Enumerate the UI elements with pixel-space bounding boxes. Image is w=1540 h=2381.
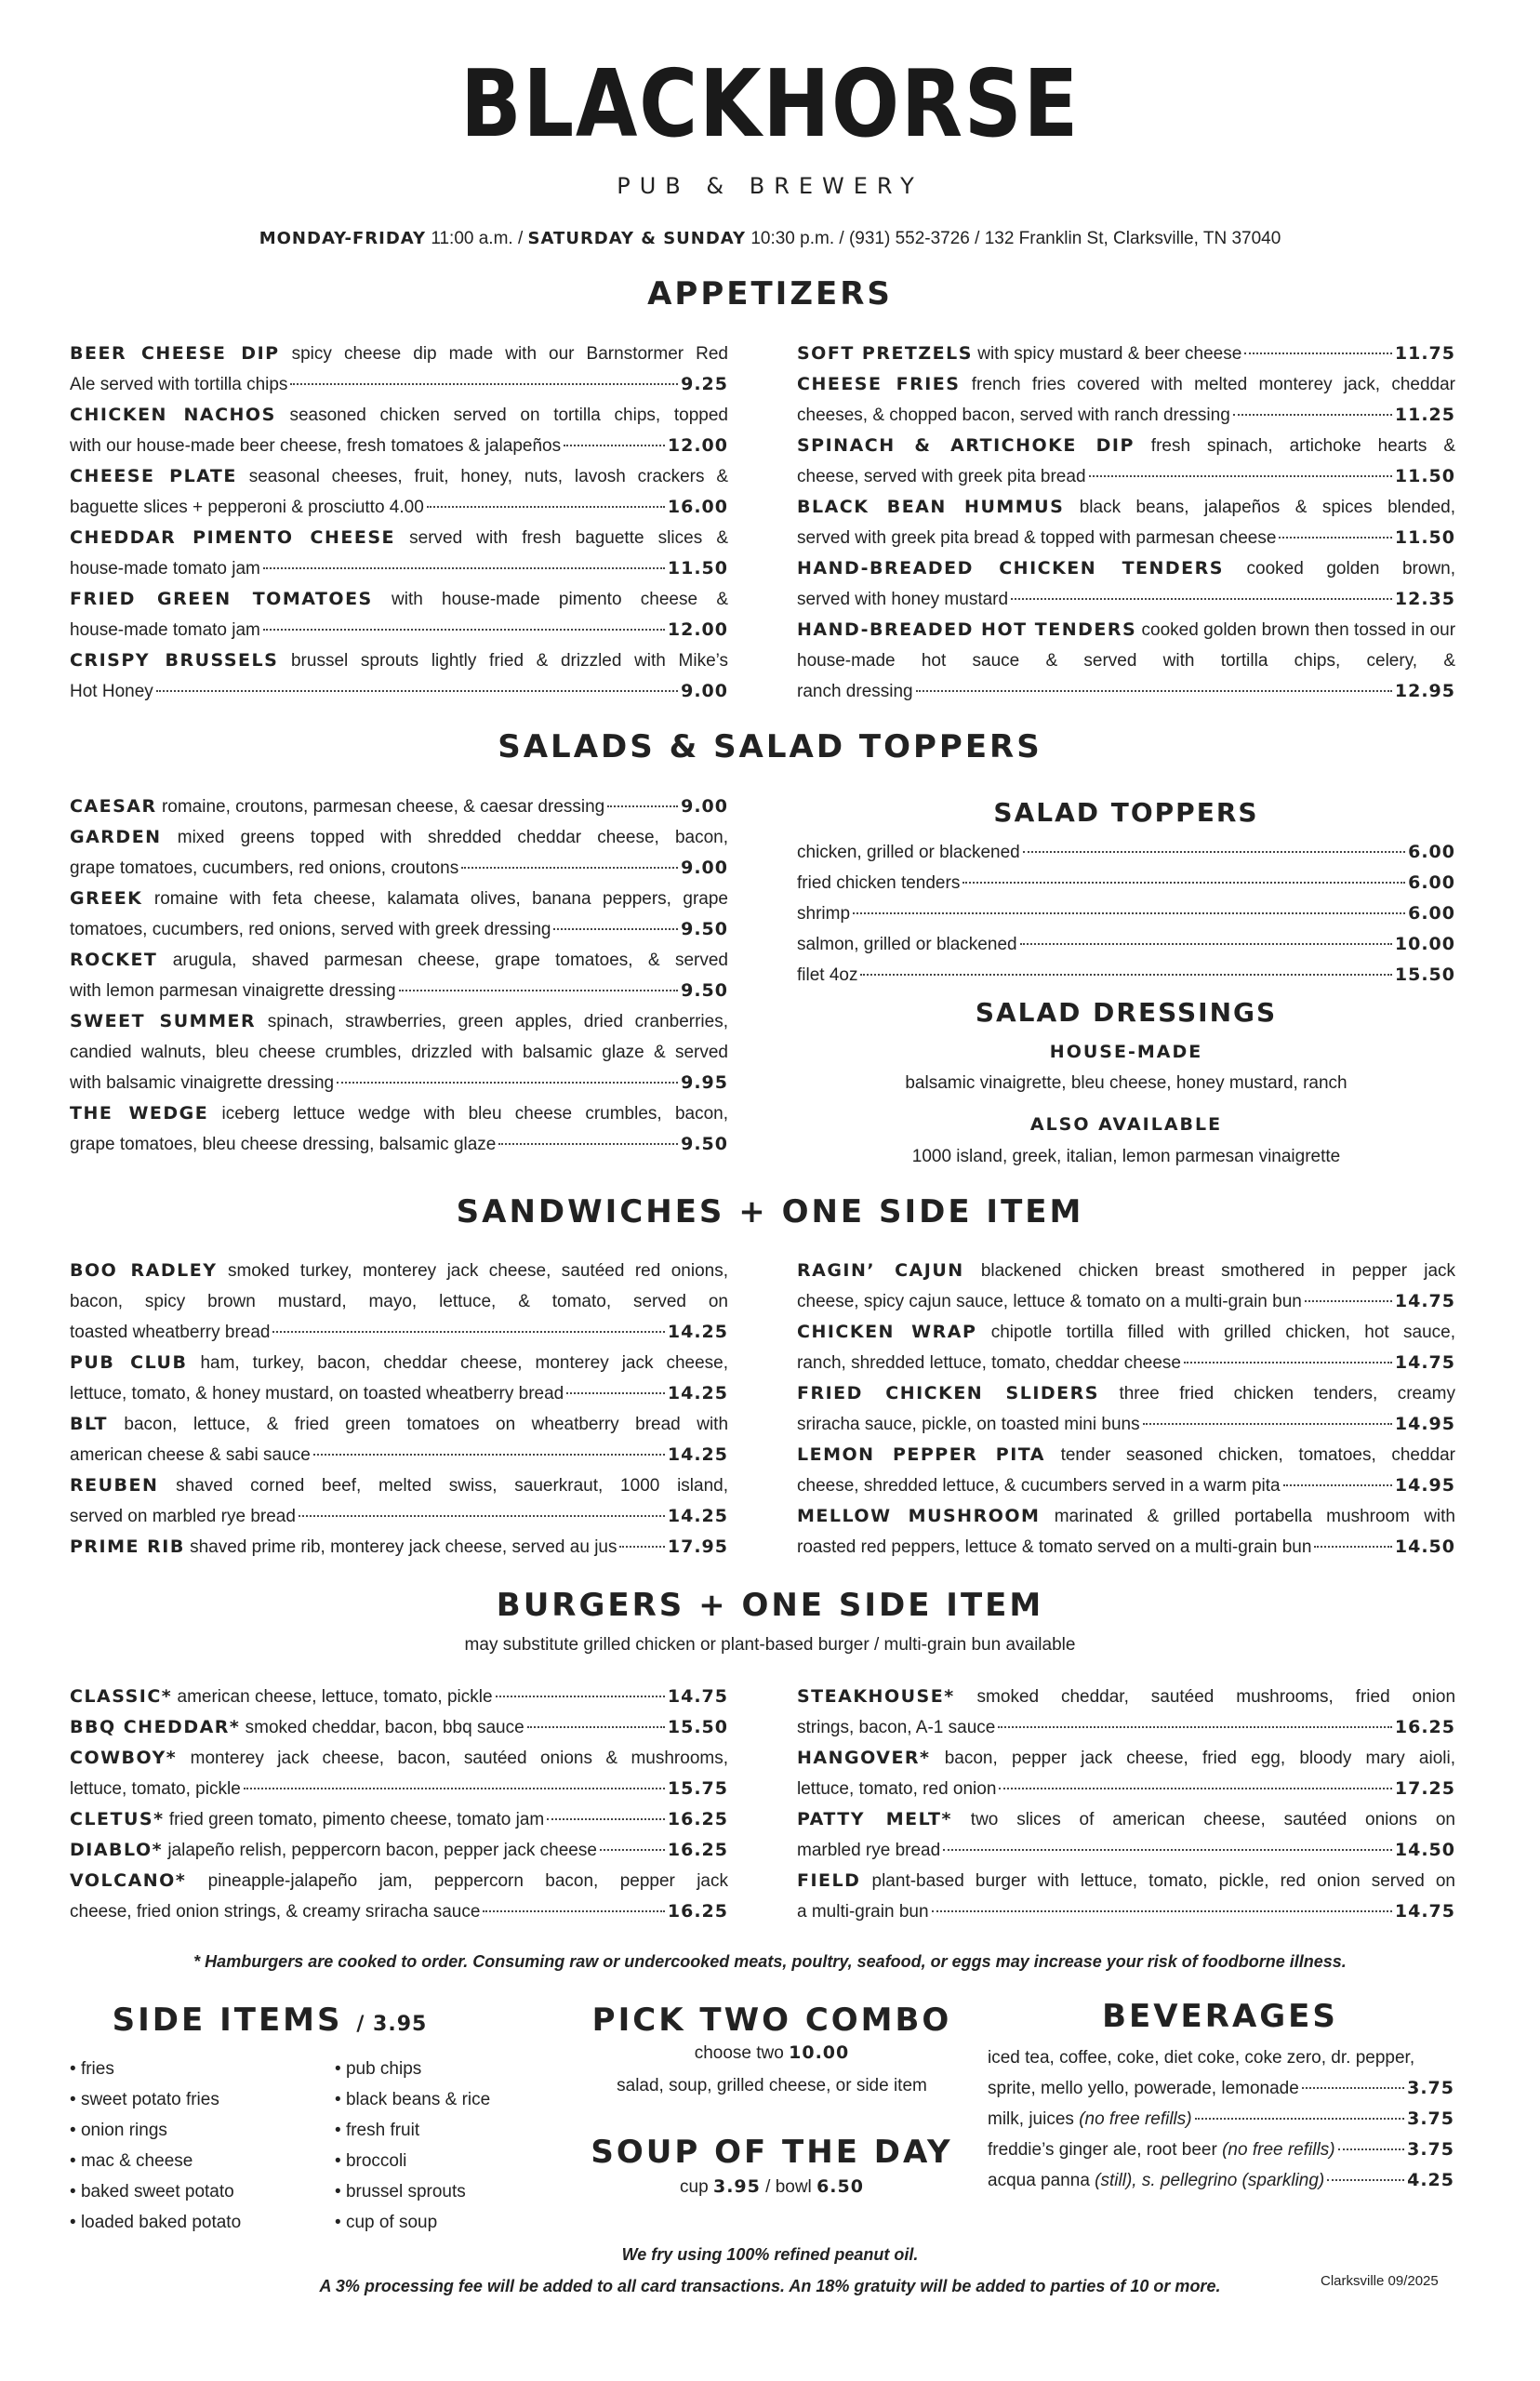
leader-dots	[564, 445, 665, 446]
item-name: BOO RADLEY	[70, 1260, 218, 1281]
item-price: 9.50	[681, 980, 728, 1001]
menu-item	[797, 615, 1455, 707]
salad-toppers-title: SALAD TOPPERS	[993, 797, 1259, 828]
brand-logo: BLACKHORSE	[460, 49, 1080, 158]
item-description: marinated & grilled portabella mushroom with	[1054, 1507, 1455, 1526]
item-name: REUBEN	[70, 1475, 159, 1496]
burgers-title: BURGERS + ONE SIDE ITEM	[496, 1587, 1044, 1624]
item-price: 11.25	[1394, 405, 1455, 425]
item-name: MELLOW MUSHROOM	[797, 1506, 1041, 1526]
item-description: plant-based burger with lettuce, tomato, pickle, red onion served on	[871, 1871, 1456, 1891]
item-name: THE WEDGE	[70, 1103, 209, 1124]
leader-dots	[553, 928, 678, 930]
menu-item	[797, 1682, 1455, 1743]
leader-dots	[263, 567, 665, 569]
burgers-left	[70, 1682, 728, 1927]
item-description: three fried chicken tenders, creamy	[1119, 1384, 1455, 1403]
appetizers-left	[70, 339, 728, 707]
item-description: smoked turkey, monterey jack cheese, sautéed red onions, bacon, spicy brown mustard, mayo, lettuce, & tomato, served on	[70, 1261, 728, 1311]
menu-item	[70, 1866, 728, 1927]
item-description: smoked cheddar, sautéed mushrooms, fried onion	[976, 1687, 1456, 1707]
burgers-right	[797, 1682, 1455, 1927]
item-name: SPINACH & ARTICHOKE DIP	[797, 435, 1135, 456]
item-detail: baguette slices + pepperoni & prosciutto 4.00	[70, 498, 424, 517]
item-detail: romaine, croutons, parmesan cheese, & caesar dressing	[161, 797, 605, 817]
item-price: 16.25	[1394, 1717, 1455, 1737]
item-price: 14.25	[667, 1506, 728, 1526]
item-detail: american cheese & sabi sauce	[70, 1445, 311, 1465]
item-detail: with lemon parmesan vinaigrette dressing	[70, 981, 396, 1001]
menu-item	[797, 1378, 1455, 1440]
item-name: FRIED CHICKEN SLIDERS	[797, 1383, 1099, 1403]
leader-dots	[527, 1726, 665, 1728]
item-description: blackened chicken breast smothered in pepper jack	[980, 1261, 1456, 1281]
item-detail: lettuce, tomato, & honey mustard, on toasted wheatberry bread	[70, 1384, 564, 1403]
leader-dots	[156, 690, 678, 692]
menu-item	[70, 461, 728, 523]
leader-dots	[399, 990, 678, 991]
item-name: HAND-BREADED HOT TENDERS	[797, 619, 1137, 640]
weekday-label: MONDAY-FRIDAY	[259, 229, 427, 248]
item-price: 14.95	[1394, 1414, 1455, 1434]
also-available-list: 1000 island, greek, italian, lemon parmesan vinaigrette	[911, 1147, 1341, 1166]
item-description: cooked golden brown,	[1246, 559, 1455, 579]
item-price: 14.75	[1394, 1901, 1455, 1922]
menu-item	[70, 1348, 728, 1409]
item-price: 12.00	[667, 435, 728, 456]
item-price: 14.50	[1394, 1840, 1455, 1860]
menu-item	[70, 1532, 728, 1563]
item-name: HAND-BREADED CHICKEN TENDERS	[797, 558, 1224, 579]
item-description: monterey jack cheese, bacon, sautéed onions & mushrooms,	[190, 1749, 729, 1768]
menu-item	[70, 1743, 728, 1804]
item-detail: cheese, fried onion strings, & creamy sriracha sauce	[70, 1902, 481, 1922]
beverages-list	[988, 2042, 1454, 2196]
menu-item	[70, 1470, 728, 1532]
item-detail: fried green tomato, pimento cheese, tomato jam	[168, 1810, 545, 1829]
menu-item	[70, 1098, 728, 1160]
item-price: 12.35	[1394, 589, 1455, 609]
item-detail: cheese, spicy cajun sauce, lettuce & tomato on a multi-grain bun	[797, 1292, 1302, 1311]
item-detail: grape tomatoes, cucumbers, red onions, croutons	[70, 858, 459, 878]
appetizers-title: APPETIZERS	[647, 275, 893, 313]
salad-dressings-title: SALAD DRESSINGS	[975, 997, 1278, 1028]
menu-item	[797, 1743, 1455, 1804]
item-name: VOLCANO*	[70, 1870, 187, 1891]
side-items-title	[74, 2002, 465, 2039]
leader-dots	[998, 1726, 1392, 1728]
leader-dots	[313, 1454, 665, 1456]
item-detail: grape tomatoes, bleu cheese dressing, balsamic glaze	[70, 1135, 497, 1154]
side-items-heading: SIDE ITEMS	[112, 2002, 343, 2039]
side-item: • pub chips	[335, 2054, 490, 2084]
brand-tagline: PUB & BREWERY	[617, 173, 923, 199]
item-name: CRISPY BRUSSELS	[70, 650, 279, 671]
weekday-time: 11:00 a.m. /	[431, 229, 524, 248]
item-detail: smoked cheddar, bacon, bbq sauce	[245, 1718, 524, 1737]
item-name: BLACK BEAN HUMMUS	[797, 497, 1065, 517]
menu-item	[70, 584, 728, 645]
leader-dots	[272, 1331, 664, 1333]
item-price: 14.50	[1394, 1536, 1455, 1557]
leader-dots	[1089, 475, 1392, 477]
item-detail: ranch dressing	[797, 682, 913, 701]
item-price: 9.25	[681, 374, 728, 394]
item-price: 14.75	[1394, 1291, 1455, 1311]
side-items-col1	[70, 2054, 241, 2238]
item-name: ROCKET	[70, 950, 158, 970]
menu-item	[797, 1440, 1455, 1501]
item-price: 9.50	[681, 1134, 728, 1154]
menu-item	[70, 945, 728, 1006]
side-item: • brussel sprouts	[335, 2176, 490, 2207]
item-description: iceberg lettuce wedge with bleu cheese crumbles, bacon,	[221, 1104, 728, 1124]
leader-dots	[566, 1392, 665, 1394]
beverage-row: sprite, mello yello, powerade, lemonade 3.75	[988, 2078, 1454, 2098]
leader-dots	[932, 1910, 1392, 1912]
side-item: • mac & cheese	[70, 2146, 241, 2176]
item-detail: cheeses, & chopped bacon, served with ranch dressing	[797, 406, 1230, 425]
item-description: black beans, jalapeños & spices blended,	[1079, 498, 1455, 517]
item-description: seasoned chicken served on tortilla chips, topped	[289, 406, 728, 425]
leader-dots	[1011, 598, 1392, 600]
leader-dots	[1305, 1300, 1392, 1302]
salad-toppers-list	[797, 837, 1455, 991]
menu-item	[70, 523, 728, 584]
leader-dots	[461, 867, 678, 869]
item-name: PRIME RIB	[70, 1536, 185, 1557]
leader-dots	[1279, 537, 1391, 539]
side-item: • black beans & rice	[335, 2084, 490, 2115]
item-detail: with spicy mustard & beer cheese	[977, 344, 1242, 364]
menu-version: Clarksville 09/2025	[1321, 2273, 1439, 2289]
item-price: 16.00	[667, 497, 728, 517]
item-name: BEER CHEESE DIP	[70, 343, 280, 364]
combo-title: PICK TWO COMBO	[591, 2002, 952, 2039]
item-detail: Ale served with tortilla chips	[70, 375, 288, 394]
item-price: 12.95	[1394, 681, 1455, 701]
item-description: ham, turkey, bacon, cheddar cheese, monterey jack cheese,	[200, 1353, 729, 1373]
item-price: 14.25	[667, 1383, 728, 1403]
menu-item	[70, 645, 728, 707]
leader-dots	[600, 1849, 665, 1851]
leader-dots	[1233, 414, 1392, 416]
item-name: DIABLO*	[70, 1840, 164, 1860]
item-description: cooked golden brown then tossed in our house-made hot sauce & served with tortilla chips, celery, &	[797, 620, 1456, 671]
beverage-row: milk, juices (no free refills) 3.75	[988, 2108, 1454, 2129]
menu-item	[70, 1006, 728, 1098]
also-available-label: ALSO AVAILABLE	[1029, 1114, 1223, 1135]
item-detail: marbled rye bread	[797, 1841, 941, 1860]
side-item: • broccoli	[335, 2146, 490, 2176]
leader-dots	[607, 805, 678, 807]
item-name: GREEK	[70, 888, 143, 909]
item-detail: cheese, served with greek pita bread	[797, 467, 1086, 486]
menu-item	[797, 1501, 1455, 1563]
menu-item	[70, 791, 728, 822]
item-description: seasonal cheeses, fruit, honey, nuts, lavosh crackers &	[248, 467, 728, 486]
menu-item	[797, 1866, 1455, 1927]
topper-row: shrimp 6.00	[797, 903, 1455, 924]
menu-item	[797, 369, 1455, 431]
item-name: PUB CLUB	[70, 1352, 188, 1373]
item-name: CLASSIC*	[70, 1686, 173, 1707]
foodborne-warning: * Hamburgers are cooked to order. Consuming raw or undercooked meats, poultry, seafood, or eggs may increase your risk of foodborne illness.	[193, 1952, 1347, 1971]
soup-prices	[558, 2176, 986, 2198]
item-detail: lettuce, tomato, red onion	[797, 1779, 997, 1799]
item-name: SOFT PRETZELS	[797, 343, 973, 364]
menu-item	[70, 1835, 728, 1866]
leader-dots	[999, 1788, 1391, 1789]
menu-item	[70, 400, 728, 461]
leader-dots	[1314, 1546, 1391, 1548]
soup-bowl-price: 6.50	[816, 2176, 864, 2197]
burgers-subtitle: may substitute grilled chicken or plant-based burger / multi-grain bun available	[464, 1635, 1076, 1655]
soup-title: SOUP OF THE DAY	[591, 2134, 953, 2171]
item-price: 15.50	[667, 1717, 728, 1737]
item-price: 14.95	[1394, 1475, 1455, 1496]
hours-line	[0, 229, 1540, 249]
soup-bowl-label: / bowl	[765, 2177, 812, 2197]
item-price: 16.25	[667, 1901, 728, 1922]
leader-dots	[299, 1515, 665, 1517]
item-detail: lettuce, tomato, pickle	[70, 1779, 241, 1799]
item-name: CHEESE PLATE	[70, 466, 237, 486]
appetizers-right	[797, 339, 1455, 707]
salads-left	[70, 791, 728, 1160]
item-price: 17.95	[667, 1536, 728, 1557]
item-description: brussel sprouts lightly fried & drizzled with Mike’s	[290, 651, 729, 671]
item-price: 15.75	[667, 1778, 728, 1799]
item-name: BBQ CHEDDAR*	[70, 1717, 241, 1737]
side-item: • fresh fruit	[335, 2115, 490, 2146]
leader-dots	[619, 1546, 664, 1548]
side-item: • onion rings	[70, 2115, 241, 2146]
item-name: FRIED GREEN TOMATOES	[70, 589, 373, 609]
item-description: spinach, strawberries, green apples, dried cranberries, candied walnuts, bleu cheese crumbles, drizzled with balsamic glaze & served	[70, 1012, 729, 1062]
item-description: bacon, pepper jack cheese, fried egg, bloody mary aioli,	[944, 1749, 1456, 1768]
leader-dots	[1244, 352, 1392, 354]
item-description: chipotle tortilla filled with grilled chicken, hot sauce,	[990, 1323, 1456, 1342]
item-price: 11.50	[1394, 466, 1455, 486]
item-detail: american cheese, lettuce, tomato, pickle	[177, 1687, 493, 1707]
side-items-price: / 3.95	[356, 2013, 428, 2036]
item-price: 16.25	[667, 1809, 728, 1829]
item-detail: toasted wheatberry bread	[70, 1323, 271, 1342]
sandwiches-right	[797, 1256, 1455, 1563]
item-description: spicy cheese dip made with our Barnstormer Red	[291, 344, 728, 364]
item-price: 17.25	[1394, 1778, 1455, 1799]
sandwiches-title: SANDWICHES + ONE SIDE ITEM	[456, 1193, 1084, 1230]
item-price: 14.25	[667, 1322, 728, 1342]
side-item: • cup of soup	[335, 2207, 490, 2238]
item-name: GARDEN	[70, 827, 162, 847]
menu-item	[70, 1409, 728, 1470]
leader-dots	[1184, 1362, 1392, 1363]
item-detail: sriracha sauce, pickle, on toasted mini buns	[797, 1415, 1140, 1434]
house-made-list: balsamic vinaigrette, bleu cheese, honey mustard, ranch	[905, 1073, 1348, 1093]
side-item: • loaded baked potato	[70, 2207, 241, 2238]
menu-item	[797, 492, 1455, 553]
item-price: 11.75	[1394, 343, 1455, 364]
item-description: romaine with feta cheese, kalamata olives, banana peppers, grape	[153, 889, 728, 909]
item-description: arugula, shaved parmesan cheese, grape tomatoes, & served	[172, 951, 728, 970]
item-detail: strings, bacon, A-1 sauce	[797, 1718, 996, 1737]
item-description: served with fresh baguette slices &	[409, 528, 728, 548]
topper-row: filet 4oz 15.50	[797, 964, 1455, 985]
leader-dots	[496, 1696, 665, 1697]
combo-options: salad, soup, grilled cheese, or side item	[617, 2076, 927, 2095]
topper-row: chicken, grilled or blackened 6.00	[797, 842, 1455, 862]
house-made-label: HOUSE-MADE	[1049, 1042, 1203, 1062]
combo-price: 10.00	[789, 2042, 850, 2063]
soup-cup-label: cup	[680, 2177, 709, 2197]
item-price: 9.95	[681, 1072, 728, 1093]
item-detail: tomatoes, cucumbers, red onions, served with greek dressing	[70, 920, 551, 939]
menu-item	[70, 339, 728, 400]
item-price: 14.75	[1394, 1352, 1455, 1373]
item-detail: served on marbled rye bread	[70, 1507, 296, 1526]
menu-item	[797, 553, 1455, 615]
item-name: CAESAR	[70, 796, 157, 817]
item-detail: a multi-grain bun	[797, 1902, 929, 1922]
beverage-row: acqua panna (still), s. pellegrino (sparkling) 4.25	[988, 2170, 1454, 2190]
beverages-title: BEVERAGES	[1102, 1998, 1338, 2035]
item-detail: Hot Honey	[70, 682, 153, 701]
side-item: • fries	[70, 2054, 241, 2084]
item-price: 16.25	[667, 1840, 728, 1860]
item-detail: shaved prime rib, monterey jack cheese, served au jus	[190, 1537, 617, 1557]
item-name: CHICKEN WRAP	[797, 1322, 977, 1342]
item-description: fresh spinach, artichoke hearts &	[1150, 436, 1455, 456]
sandwiches-left	[70, 1256, 728, 1563]
item-price: 9.00	[681, 796, 728, 817]
topper-row: fried chicken tenders 6.00	[797, 872, 1455, 893]
item-detail: served with greek pita bread & topped with parmesan cheese	[797, 528, 1277, 548]
item-name: SWEET SUMMER	[70, 1011, 257, 1031]
item-name: RAGIN’ CAJUN	[797, 1260, 964, 1281]
beverage-line: iced tea, coffee, coke, diet coke, coke zero, dr. pepper,	[988, 2048, 1415, 2068]
item-name: COWBOY*	[70, 1748, 178, 1768]
leader-dots	[290, 383, 678, 385]
item-detail: with our house-made beer cheese, fresh tomatoes & jalapeños	[70, 436, 562, 456]
item-price: 14.75	[667, 1686, 728, 1707]
item-detail: with balsamic vinaigrette dressing	[70, 1073, 335, 1093]
menu-item	[797, 1256, 1455, 1317]
item-description: bacon, lettuce, & fried green tomatoes on wheatberry bread with	[124, 1415, 729, 1434]
item-description: tender seasoned chicken, tomatoes, cheddar	[1060, 1445, 1456, 1465]
item-name: CHEDDAR PIMENTO CHEESE	[70, 527, 395, 548]
item-name: FIELD	[797, 1870, 861, 1891]
side-items-col2	[335, 2054, 490, 2238]
salads-title: SALADS & SALAD TOPPERS	[498, 728, 1042, 765]
side-item: • sweet potato fries	[70, 2084, 241, 2115]
item-detail: roasted red peppers, lettuce & tomato served on a multi-grain bun	[797, 1537, 1312, 1557]
leader-dots	[1283, 1484, 1392, 1486]
item-detail: cheese, shredded lettuce, & cucumbers served in a warm pita	[797, 1476, 1281, 1496]
item-detail: served with honey mustard	[797, 590, 1009, 609]
weekend-label: SATURDAY & SUNDAY	[527, 229, 747, 248]
item-detail: house-made tomato jam	[70, 559, 260, 579]
item-description: with house-made pimento cheese &	[392, 590, 728, 609]
menu-item	[797, 1317, 1455, 1378]
item-description: mixed greens topped with shredded cheddar cheese, bacon,	[177, 828, 728, 847]
leader-dots	[337, 1082, 678, 1084]
leader-dots	[547, 1818, 665, 1820]
item-name: HANGOVER*	[797, 1748, 931, 1768]
menu-item	[70, 1712, 728, 1743]
menu-item	[70, 1682, 728, 1712]
soup-cup-price: 3.95	[712, 2176, 761, 2197]
menu-item	[70, 1804, 728, 1835]
item-name: STEAKHOUSE*	[797, 1686, 955, 1707]
menu-item	[70, 884, 728, 945]
leader-dots	[1143, 1423, 1392, 1425]
combo-choose-label: choose two	[694, 2043, 784, 2063]
item-description: french fries covered with melted monterey jack, cheddar	[971, 375, 1455, 394]
item-name: LEMON PEPPER PITA	[797, 1444, 1045, 1465]
leader-dots	[498, 1143, 678, 1145]
item-price: 11.50	[1394, 527, 1455, 548]
item-name: CLETUS*	[70, 1809, 165, 1829]
leader-dots	[427, 506, 665, 508]
item-price: 9.50	[681, 919, 728, 939]
item-name: CHICKEN NACHOS	[70, 405, 276, 425]
item-name: CHEESE FRIES	[797, 374, 961, 394]
leader-dots	[263, 629, 665, 631]
leader-dots	[483, 1910, 664, 1912]
item-price: 14.25	[667, 1444, 728, 1465]
item-description: shaved corned beef, melted swiss, sauerkraut, 1000 island,	[176, 1476, 728, 1496]
item-price: 11.50	[667, 558, 728, 579]
item-price: 9.00	[681, 858, 728, 878]
item-price: 9.00	[681, 681, 728, 701]
side-item: • baked sweet potato	[70, 2176, 241, 2207]
menu-item	[797, 1804, 1455, 1866]
item-detail: jalapeño relish, peppercorn bacon, pepper jack cheese	[167, 1841, 597, 1860]
weekend-time: 10:30 p.m. / (931) 552-3726 / 132 Franklin St, Clarksville, TN 37040	[750, 229, 1281, 248]
item-name: BLT	[70, 1414, 108, 1434]
menu-item	[797, 431, 1455, 492]
item-price: 12.00	[667, 619, 728, 640]
item-name: PATTY MELT*	[797, 1809, 952, 1829]
menu-item	[797, 339, 1455, 369]
item-detail: house-made tomato jam	[70, 620, 260, 640]
item-description: pineapple-jalapeño jam, peppercorn bacon, pepper jack	[207, 1871, 728, 1891]
item-detail: ranch, shredded lettuce, tomato, cheddar cheese	[797, 1353, 1181, 1373]
combo-choose	[558, 2042, 986, 2064]
leader-dots	[244, 1788, 665, 1789]
beverage-row: freddie’s ginger ale, root beer (no free refills) 3.75	[988, 2139, 1454, 2160]
menu-item	[70, 1256, 728, 1348]
leader-dots	[943, 1849, 1392, 1851]
item-description: two slices of american cheese, sautéed onions on	[970, 1810, 1455, 1829]
topper-row: salmon, grilled or blackened 10.00	[797, 934, 1455, 954]
peanut-oil-note: We fry using 100% refined peanut oil.	[621, 2245, 919, 2264]
leader-dots	[916, 690, 1392, 692]
fee-note: A 3% processing fee will be added to all card transactions. An 18% gratuity will be added to parties of 10 or more.	[319, 2277, 1221, 2295]
menu-item	[70, 822, 728, 884]
